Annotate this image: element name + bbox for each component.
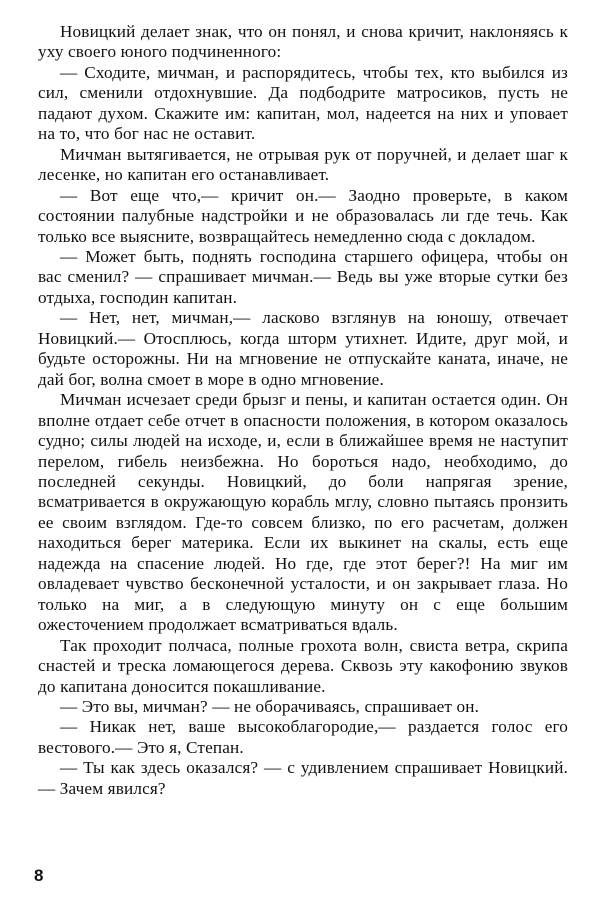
paragraph-3: Мичман вытягивается, не отрывая рук от поручней, и делает шаг к лесенке, но капитан его останавливает. xyxy=(38,144,568,185)
paragraph-6: — Нет, нет, мичман,— ласково взглянув на юношу, отвечает Новицкий.— Отосплюсь, когда шторм утихнет. Идите, друг мой, и будьте осторожны. Ни на мгновение не отпускайте каната, иначе, не дай бог, волна смоет в море в одно мгновение. xyxy=(38,308,568,389)
paragraph-2: — Сходите, мичман, и распорядитесь, чтобы тех, кто выбился из сил, сменили отдохнувшие. Да подбодрите матросиков, пусть не падают духом. Скажите им: капитан, мол, надеется на них и уповает на то, что бог нас не оставит. xyxy=(38,62,568,144)
paragraph-4: — Вот еще что,— кричит он.— Заодно проверьте, в каком состоянии палубные надстройки и не образовалась ли где течь. Как только все выясните, возвращайтесь немедленно сюда с докладом. xyxy=(38,185,568,246)
paragraph-9: — Это вы, мичман? — не оборачиваясь, спрашивает он. xyxy=(60,696,480,716)
page-body-text xyxy=(38,22,568,799)
paragraph-1: Новицкий делает знак, что он понял, и снова кричит, наклоняясь к уху своего юного подчиненного: xyxy=(38,22,568,62)
paragraph-8: Так проходит полчаса, полные грохота волн, свиста ветра, скрипа снастей и треска ломающегося дерева. Сквозь эту какофонию звуков до капитана доносится покашливание. xyxy=(38,635,568,696)
paragraph-11: — Ты как здесь оказался? — с удивлением спрашивает Новицкий.— Зачем явился? xyxy=(38,758,568,798)
paragraph-7: Мичман исчезает среди брызг и пены, и капитан остается один. Он вполне отдает себе отчет в опасности положения, в котором оказалось судно; силы людей на исходе, и, если в ближайшее время не наступит перелом, гибель неизбежна. Но бороться надо, необходимо, до последней секунды. Новицкий, до боли напрягая зрение, всматривается в окружающую корабль мглу, словно пытаясь пронзить ее своим взглядом. Где-то совсем близко, по его расчетам, должен находиться берег материка. Если их выкинет на скалы, есть еще надежда на спасение людей. Но где, где этот берег?! На миг им овладевает чувство бесконечной усталости, и он закрывает глаза. Но только на миг, а в следующую минуту он с еще большим ожесточением продолжает всматриваться вдаль. xyxy=(38,390,568,635)
page-number: 8 xyxy=(34,866,44,885)
paragraph-10: — Никак нет, ваше высокоблагородие,— раздается голос его вестового.— Это я, Степан. xyxy=(38,717,568,757)
paragraph-5: — Может быть, поднять господина старшего офицера, чтобы он вас сменил? — спрашивает мичман.— Ведь вы уже вторые сутки без отдыха, господин капитан. xyxy=(38,246,568,307)
